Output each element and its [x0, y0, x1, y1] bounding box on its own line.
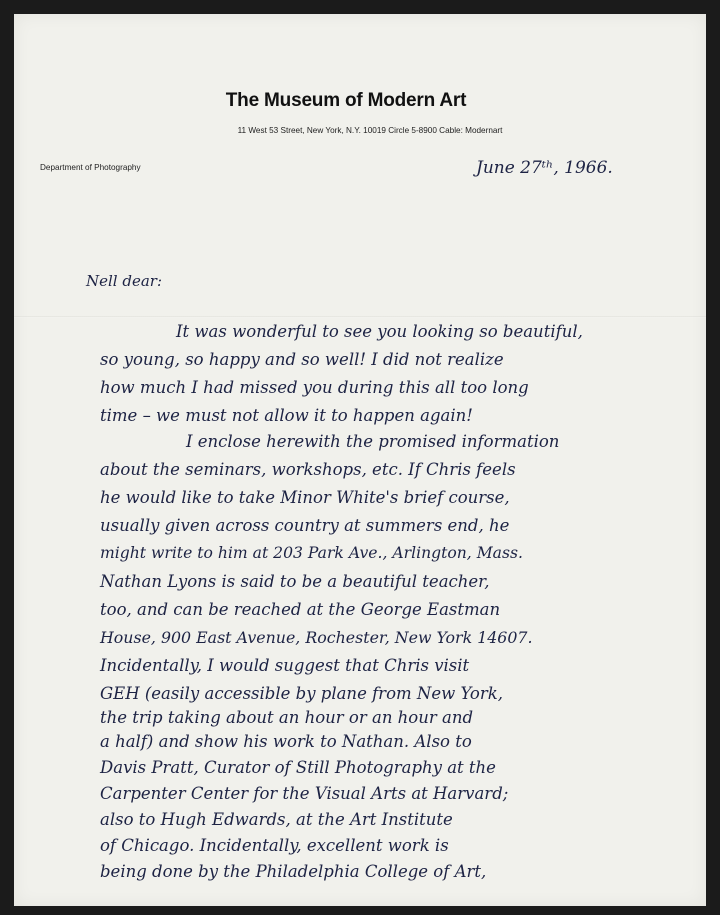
letter-line: I enclose herewith the promised information [186, 432, 560, 451]
letter-line: of Chicago. Incidentally, excellent work is [100, 836, 449, 855]
letter-line: the trip taking about an hour or an hour and [100, 708, 474, 727]
letter-line: also to Hugh Edwards, at the Art Institute [100, 810, 453, 829]
letter-line: being done by the Philadelphia College of Art, [100, 862, 487, 881]
letterhead-address: 11 West 53 Street, New York, N.Y. 10019 Circle 5-8900 Cable: Modernart [237, 126, 503, 135]
letter-line: a half) and show his work to Nathan. Also to [100, 732, 472, 751]
letter-line: he would like to take Minor White's brief course, [100, 488, 510, 507]
letter-line: so young, so happy and so well! I did not realize [100, 350, 504, 369]
letter-salutation: Nell dear: [86, 272, 163, 290]
letter-line: Nathan Lyons is said to be a beautiful teacher, [100, 572, 490, 591]
letter-line: how much I had missed you during this all too long [100, 378, 529, 397]
letter-line: Incidentally, I would suggest that Chris visit [100, 656, 470, 675]
letterhead-title: The Museum of Modern Art [225, 90, 467, 111]
letter-date: June 27ᵗʰ, 1966. [476, 158, 613, 178]
letter-line: House, 900 East Avenue, Rochester, New York 14607. [100, 628, 533, 647]
letter-line: too, and can be reached at the George Eastman [100, 600, 501, 619]
letter-line: It was wonderful to see you looking so beautiful, [176, 322, 583, 341]
letter-line: GEH (easily accessible by plane from New York, [100, 684, 503, 703]
letter-line: usually given across country at summers end, he [100, 516, 510, 535]
letter-line: Carpenter Center for the Visual Arts at Harvard; [100, 784, 509, 803]
department-name: Department of Photography [40, 163, 141, 172]
letter-line: about the seminars, workshops, etc. If Chris feels [100, 460, 516, 479]
letter-line: time – we must not allow it to happen again! [100, 406, 473, 425]
letter-line: might write to him at 203 Park Ave., Arlington, Mass. [100, 544, 523, 562]
letter-line: Davis Pratt, Curator of Still Photography at the [100, 758, 496, 777]
